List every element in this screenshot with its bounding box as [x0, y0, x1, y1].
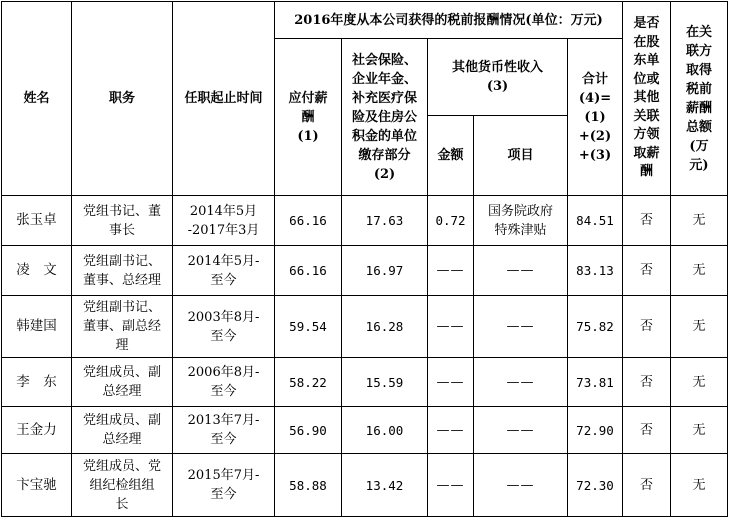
- cell-total: 84.51: [568, 196, 623, 246]
- cell-related-flag: 否: [623, 358, 671, 407]
- cell-salary: 66.16: [275, 196, 342, 246]
- cell-total: 72.90: [568, 407, 623, 454]
- cell-term: 2014年5月- 至今: [173, 246, 275, 296]
- cell-other-amount: ——: [428, 246, 474, 296]
- header-compensation-group: 2016年度从本公司获得的税前报酬情况(单位：万元): [275, 2, 623, 39]
- cell-name: 张玉卓: [2, 196, 72, 246]
- header-position: 职务: [72, 2, 173, 196]
- cell-social: 13.42: [342, 454, 428, 517]
- table-row: [2, 358, 728, 407]
- cell-related-total: 无: [671, 407, 728, 454]
- cell-name: 李 东: [2, 358, 72, 407]
- cell-related-flag: 否: [623, 454, 671, 517]
- header-related-party-flag: 是否 在股 东单 位或 其他 关联 方领 取薪 酬: [623, 2, 671, 196]
- cell-term: 2003年8月- 至今: [173, 296, 275, 358]
- cell-other-item: ——: [474, 454, 568, 517]
- cell-other-amount: ——: [428, 296, 474, 358]
- cell-total: 73.81: [568, 358, 623, 407]
- table-row: [2, 407, 728, 454]
- cell-term: 2006年8月- 至今: [173, 358, 275, 407]
- cell-position: 党组书记、董 事长: [72, 196, 173, 246]
- cell-related-flag: 否: [623, 296, 671, 358]
- header-salary: 应付薪 酬 (1): [275, 39, 342, 196]
- cell-position: 党组副书记、 董事、总经理: [72, 246, 173, 296]
- cell-other-amount: 0.72: [428, 196, 474, 246]
- cell-related-flag: 否: [623, 407, 671, 454]
- cell-name: 王金力: [2, 407, 72, 454]
- cell-position: 党组成员、党 组纪检组组 长: [72, 454, 173, 517]
- header-amount: 金额: [428, 116, 474, 196]
- cell-other-item: ——: [474, 296, 568, 358]
- cell-related-total: 无: [671, 358, 728, 407]
- header-term: 任职起止时间: [173, 2, 275, 196]
- cell-social: 15.59: [342, 358, 428, 407]
- cell-related-total: 无: [671, 454, 728, 517]
- cell-other-item: ——: [474, 358, 568, 407]
- header-other-income: 其他货币性收入 (3): [428, 39, 568, 116]
- cell-other-item: ——: [474, 407, 568, 454]
- table-row: [2, 246, 728, 296]
- header-item: 项目: [474, 116, 568, 196]
- header-related-party-total: 在关 联方 取得 税前 薪酬 总额 (万 元): [671, 2, 728, 196]
- cell-social: 16.97: [342, 246, 428, 296]
- header-name: 姓名: [2, 2, 72, 196]
- cell-related-total: 无: [671, 196, 728, 246]
- cell-name: 凌 文: [2, 246, 72, 296]
- cell-social: 17.63: [342, 196, 428, 246]
- cell-total: 83.13: [568, 246, 623, 296]
- cell-other-item: ——: [474, 246, 568, 296]
- cell-salary: 59.54: [275, 296, 342, 358]
- cell-related-total: 无: [671, 296, 728, 358]
- cell-salary: 58.88: [275, 454, 342, 517]
- cell-term: 2013年7月- 至今: [173, 407, 275, 454]
- cell-related-total: 无: [671, 246, 728, 296]
- header-total: 合计 (4)= (1) +(2) +(3): [568, 39, 623, 196]
- header-social-insurance: 社会保险、 企业年金、 补充医疗保 险及住房公 积金的单位 缴存部分 (2): [342, 39, 428, 196]
- cell-position: 党组成员、副 总经理: [72, 358, 173, 407]
- table-row: [2, 196, 728, 246]
- cell-other-amount: ——: [428, 358, 474, 407]
- cell-other-amount: ——: [428, 407, 474, 454]
- cell-salary: 66.16: [275, 246, 342, 296]
- cell-salary: 56.90: [275, 407, 342, 454]
- cell-other-amount: ——: [428, 454, 474, 517]
- cell-social: 16.00: [342, 407, 428, 454]
- table-row: [2, 296, 728, 358]
- cell-name: 韩建国: [2, 296, 72, 358]
- cell-other-item: 国务院政府 特殊津贴: [474, 196, 568, 246]
- cell-name: 卞宝驰: [2, 454, 72, 517]
- cell-position: 党组成员、副 总经理: [72, 407, 173, 454]
- cell-term: 2014年5月 -2017年3月: [173, 196, 275, 246]
- cell-position: 党组副书记、 董事、副总经 理: [72, 296, 173, 358]
- cell-related-flag: 否: [623, 196, 671, 246]
- cell-total: 75.82: [568, 296, 623, 358]
- cell-related-flag: 否: [623, 246, 671, 296]
- cell-total: 72.30: [568, 454, 623, 517]
- table-row: [2, 454, 728, 517]
- compensation-table: [1, 1, 728, 517]
- cell-salary: 58.22: [275, 358, 342, 407]
- cell-social: 16.28: [342, 296, 428, 358]
- cell-term: 2015年7月- 至今: [173, 454, 275, 517]
